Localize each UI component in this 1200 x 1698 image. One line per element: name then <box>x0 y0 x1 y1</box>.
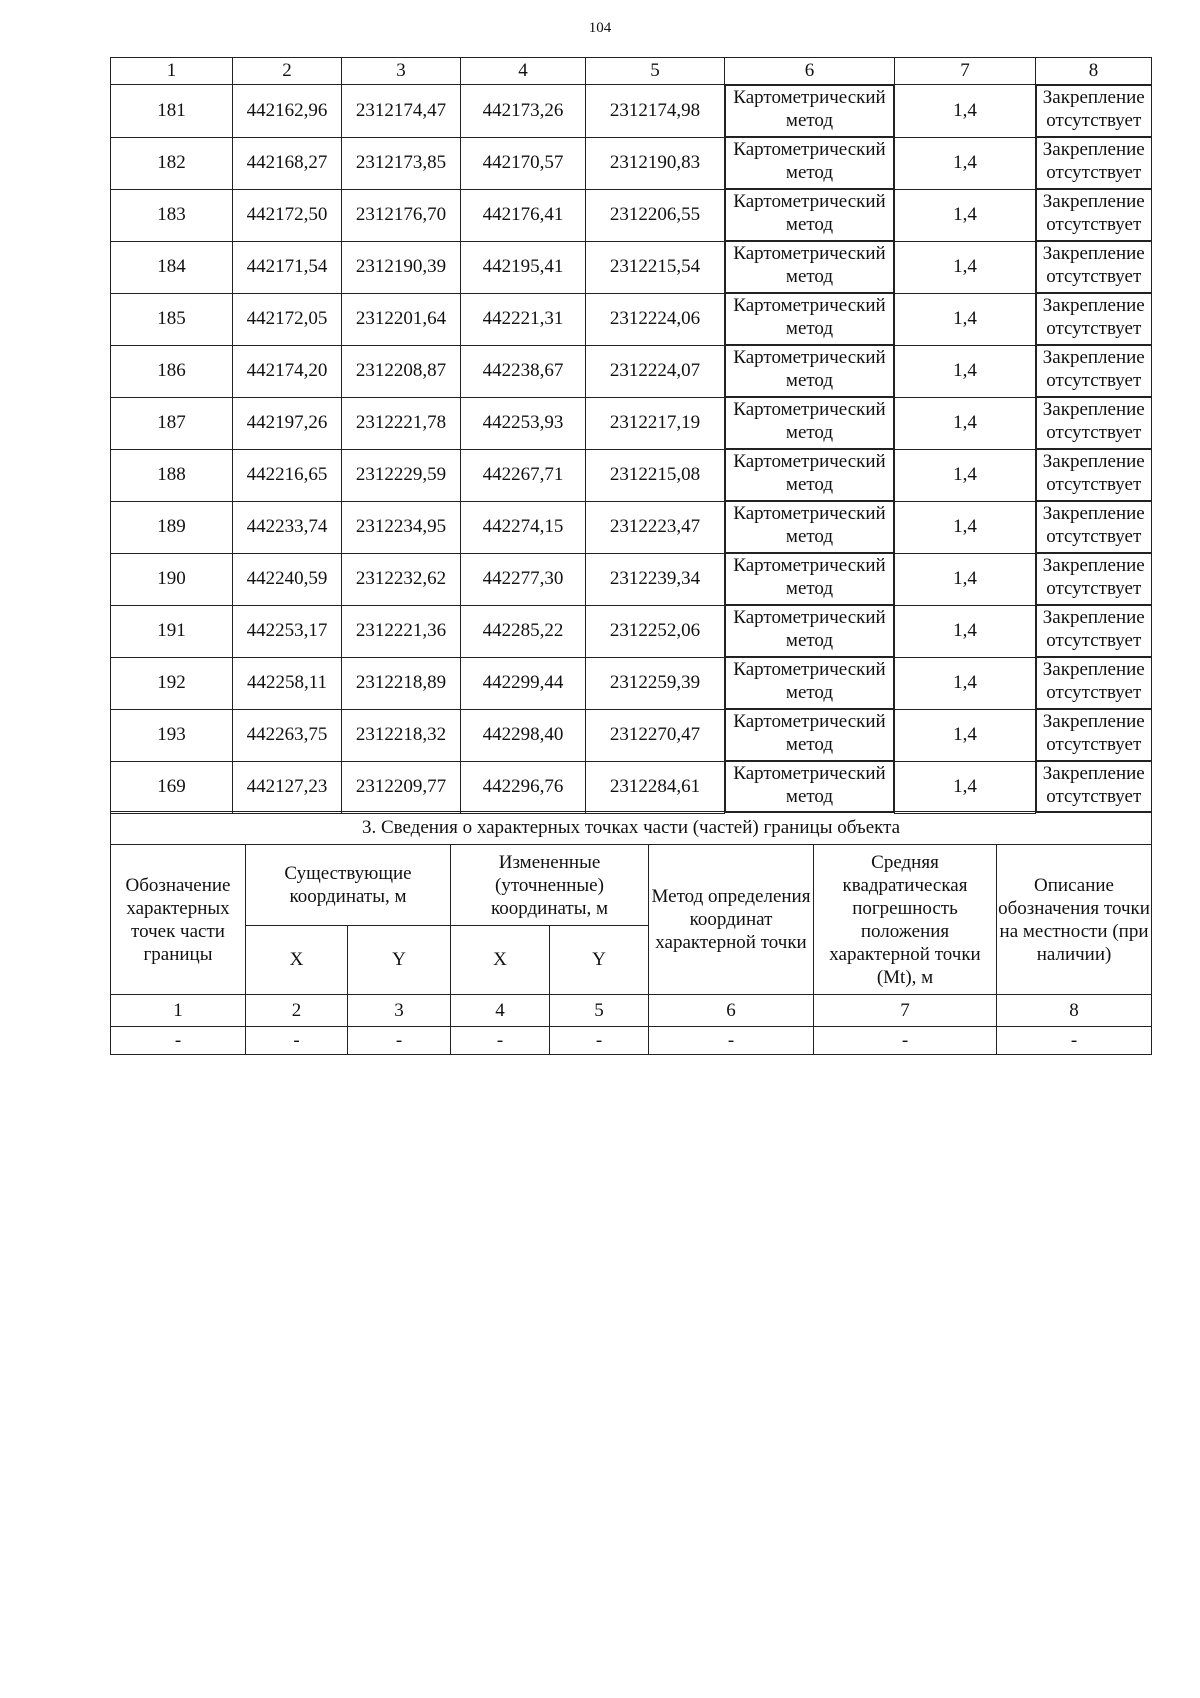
mean-error-cell: 1,4 <box>895 293 1036 345</box>
existing-x-cell: 442127,23 <box>233 761 342 813</box>
changed-y-cell: 2312217,19 <box>586 397 725 449</box>
existing-y-cell: 2312201,64 <box>342 293 461 345</box>
changed-x-cell: 442170,57 <box>461 137 586 189</box>
point-id-cell: 187 <box>111 397 233 449</box>
method-cell: Картометрический метод <box>725 293 894 345</box>
table-row <box>111 761 1152 813</box>
changed-x-cell: 442277,30 <box>461 553 586 605</box>
column-number-header: 6 <box>725 58 895 85</box>
changed-x-cell: 442176,41 <box>461 189 586 241</box>
table-row <box>111 553 1152 605</box>
description-cell: Закрепление отсутствует <box>1036 189 1152 241</box>
description-cell: Закрепление отсутствует <box>1036 449 1152 501</box>
point-id-cell: 192 <box>111 657 233 709</box>
coordinates-table <box>110 57 1152 814</box>
method-cell: Картометрический метод <box>725 241 894 293</box>
method-cell: Картометрический метод <box>725 449 894 501</box>
method-cell: Картометрический метод <box>725 605 894 657</box>
existing-y-cell: 2312229,59 <box>342 449 461 501</box>
table-row <box>111 605 1152 657</box>
column-number-header: 7 <box>895 58 1036 85</box>
existing-x-cell: 442162,96 <box>233 85 342 138</box>
column-number-header: 8 <box>997 995 1152 1027</box>
existing-x-cell: 442253,17 <box>233 605 342 657</box>
method-cell: Картометрический метод <box>725 345 894 397</box>
table-row <box>111 137 1152 189</box>
changed-x-cell: 442238,67 <box>461 345 586 397</box>
existing-y-cell: 2312221,36 <box>342 605 461 657</box>
empty-cell: - <box>111 1027 246 1055</box>
point-id-cell: 193 <box>111 709 233 761</box>
boundary-parts-table <box>110 811 1152 1055</box>
column-number-header: 2 <box>246 995 348 1027</box>
mean-error-cell: 1,4 <box>895 761 1036 813</box>
description-cell: Закрепление отсутствует <box>1036 85 1152 137</box>
empty-cell: - <box>348 1027 451 1055</box>
section-title: 3. Сведения о характерных точках части (частей) границы объекта <box>111 812 1152 845</box>
point-id-cell: 185 <box>111 293 233 345</box>
changed-x-cell: 442296,76 <box>461 761 586 813</box>
table-row <box>111 709 1152 761</box>
point-id-cell: 184 <box>111 241 233 293</box>
column-description: Описание обозначения точки на местности (при наличии) <box>997 845 1152 995</box>
existing-y-cell: 2312190,39 <box>342 241 461 293</box>
description-cell: Закрепление отсутствует <box>1036 709 1152 761</box>
method-cell: Картометрический метод <box>725 553 894 605</box>
point-id-cell: 188 <box>111 449 233 501</box>
method-cell: Картометрический метод <box>725 397 894 449</box>
empty-cell: - <box>246 1027 348 1055</box>
changed-x-cell: 442274,15 <box>461 501 586 553</box>
changed-y-cell: 2312284,61 <box>586 761 725 813</box>
table-header-row <box>111 58 1152 85</box>
point-id-cell: 181 <box>111 85 233 138</box>
column-changed-x: X <box>451 926 550 995</box>
column-mean-error: Средняя квадратическая погрешность положения характерной точки (Mt), м <box>814 845 997 995</box>
table-row <box>111 293 1152 345</box>
table-row <box>111 345 1152 397</box>
method-cell: Картометрический метод <box>725 709 894 761</box>
mean-error-cell: 1,4 <box>895 397 1036 449</box>
existing-x-cell: 442240,59 <box>233 553 342 605</box>
column-number-header: 2 <box>233 58 342 85</box>
table-row <box>111 189 1152 241</box>
existing-x-cell: 442168,27 <box>233 137 342 189</box>
existing-x-cell: 442172,05 <box>233 293 342 345</box>
existing-y-cell: 2312176,70 <box>342 189 461 241</box>
column-number-header: 5 <box>550 995 649 1027</box>
column-number-header: 3 <box>348 995 451 1027</box>
empty-cell: - <box>451 1027 550 1055</box>
changed-x-cell: 442195,41 <box>461 241 586 293</box>
column-number-header: 7 <box>814 995 997 1027</box>
existing-y-cell: 2312234,95 <box>342 501 461 553</box>
point-id-cell: 189 <box>111 501 233 553</box>
changed-y-cell: 2312239,34 <box>586 553 725 605</box>
mean-error-cell: 1,4 <box>895 241 1036 293</box>
mean-error-cell: 1,4 <box>895 189 1036 241</box>
existing-y-cell: 2312209,77 <box>342 761 461 813</box>
changed-x-cell: 442173,26 <box>461 85 586 138</box>
changed-y-cell: 2312215,54 <box>586 241 725 293</box>
column-number-header: 5 <box>586 58 725 85</box>
changed-y-cell: 2312224,07 <box>586 345 725 397</box>
description-cell: Закрепление отсутствует <box>1036 605 1152 657</box>
changed-y-cell: 2312224,06 <box>586 293 725 345</box>
existing-y-cell: 2312218,89 <box>342 657 461 709</box>
description-cell: Закрепление отсутствует <box>1036 397 1152 449</box>
existing-x-cell: 442171,54 <box>233 241 342 293</box>
existing-x-cell: 442263,75 <box>233 709 342 761</box>
existing-x-cell: 442233,74 <box>233 501 342 553</box>
table-row <box>111 657 1152 709</box>
description-cell: Закрепление отсутствует <box>1036 553 1152 605</box>
column-number-header: 1 <box>111 58 233 85</box>
existing-x-cell: 442172,50 <box>233 189 342 241</box>
mean-error-cell: 1,4 <box>895 345 1036 397</box>
point-id-cell: 182 <box>111 137 233 189</box>
description-cell: Закрепление отсутствует <box>1036 241 1152 293</box>
mean-error-cell: 1,4 <box>895 449 1036 501</box>
existing-y-cell: 2312221,78 <box>342 397 461 449</box>
description-cell: Закрепление отсутствует <box>1036 293 1152 345</box>
column-existing-y: Y <box>348 926 451 995</box>
column-changed-coordinates: Измененные (уточненные) координаты, м <box>451 845 649 926</box>
mean-error-cell: 1,4 <box>895 501 1036 553</box>
changed-x-cell: 442253,93 <box>461 397 586 449</box>
changed-y-cell: 2312215,08 <box>586 449 725 501</box>
existing-y-cell: 2312173,85 <box>342 137 461 189</box>
method-cell: Картометрический метод <box>725 501 894 553</box>
empty-cell: - <box>997 1027 1152 1055</box>
existing-y-cell: 2312174,47 <box>342 85 461 138</box>
existing-x-cell: 442197,26 <box>233 397 342 449</box>
column-method: Метод определения координат характерной точки <box>649 845 814 995</box>
changed-y-cell: 2312270,47 <box>586 709 725 761</box>
changed-x-cell: 442298,40 <box>461 709 586 761</box>
existing-x-cell: 442258,11 <box>233 657 342 709</box>
description-cell: Закрепление отсутствует <box>1036 137 1152 189</box>
changed-x-cell: 442221,31 <box>461 293 586 345</box>
method-cell: Картометрический метод <box>725 761 894 813</box>
method-cell: Картометрический метод <box>725 137 894 189</box>
point-id-cell: 191 <box>111 605 233 657</box>
column-number-header: 6 <box>649 995 814 1027</box>
changed-y-cell: 2312206,55 <box>586 189 725 241</box>
mean-error-cell: 1,4 <box>895 605 1036 657</box>
mean-error-cell: 1,4 <box>895 657 1036 709</box>
empty-cell: - <box>814 1027 997 1055</box>
changed-y-cell: 2312259,39 <box>586 657 725 709</box>
changed-y-cell: 2312190,83 <box>586 137 725 189</box>
empty-cell: - <box>649 1027 814 1055</box>
mean-error-cell: 1,4 <box>895 553 1036 605</box>
page-number: 104 <box>588 20 612 36</box>
column-number-header: 8 <box>1036 58 1152 85</box>
mean-error-cell: 1,4 <box>895 709 1036 761</box>
table-row <box>111 85 1152 138</box>
table-row <box>111 397 1152 449</box>
column-number-header: 4 <box>461 58 586 85</box>
point-id-cell: 186 <box>111 345 233 397</box>
empty-cell: - <box>550 1027 649 1055</box>
point-id-cell: 169 <box>111 761 233 813</box>
changed-x-cell: 442299,44 <box>461 657 586 709</box>
description-cell: Закрепление отсутствует <box>1036 761 1152 813</box>
changed-y-cell: 2312252,06 <box>586 605 725 657</box>
table-row <box>111 449 1152 501</box>
existing-x-cell: 442216,65 <box>233 449 342 501</box>
table-row <box>111 501 1152 553</box>
table-row <box>111 241 1152 293</box>
changed-y-cell: 2312223,47 <box>586 501 725 553</box>
column-changed-y: Y <box>550 926 649 995</box>
method-cell: Картометрический метод <box>725 189 894 241</box>
column-number-header: 1 <box>111 995 246 1027</box>
description-cell: Закрепление отсутствует <box>1036 345 1152 397</box>
method-cell: Картометрический метод <box>725 85 894 137</box>
point-id-cell: 183 <box>111 189 233 241</box>
existing-y-cell: 2312218,32 <box>342 709 461 761</box>
changed-y-cell: 2312174,98 <box>586 85 725 138</box>
changed-x-cell: 442285,22 <box>461 605 586 657</box>
mean-error-cell: 1,4 <box>895 85 1036 138</box>
column-designation: Обозначение характерных точек части границы <box>111 845 246 995</box>
method-cell: Картометрический метод <box>725 657 894 709</box>
column-number-header: 4 <box>451 995 550 1027</box>
description-cell: Закрепление отсутствует <box>1036 501 1152 553</box>
column-existing-coordinates: Существующие координаты, м <box>246 845 451 926</box>
mean-error-cell: 1,4 <box>895 137 1036 189</box>
existing-x-cell: 442174,20 <box>233 345 342 397</box>
changed-x-cell: 442267,71 <box>461 449 586 501</box>
description-cell: Закрепление отсутствует <box>1036 657 1152 709</box>
column-number-header: 3 <box>342 58 461 85</box>
existing-y-cell: 2312208,87 <box>342 345 461 397</box>
existing-y-cell: 2312232,62 <box>342 553 461 605</box>
column-existing-x: X <box>246 926 348 995</box>
point-id-cell: 190 <box>111 553 233 605</box>
